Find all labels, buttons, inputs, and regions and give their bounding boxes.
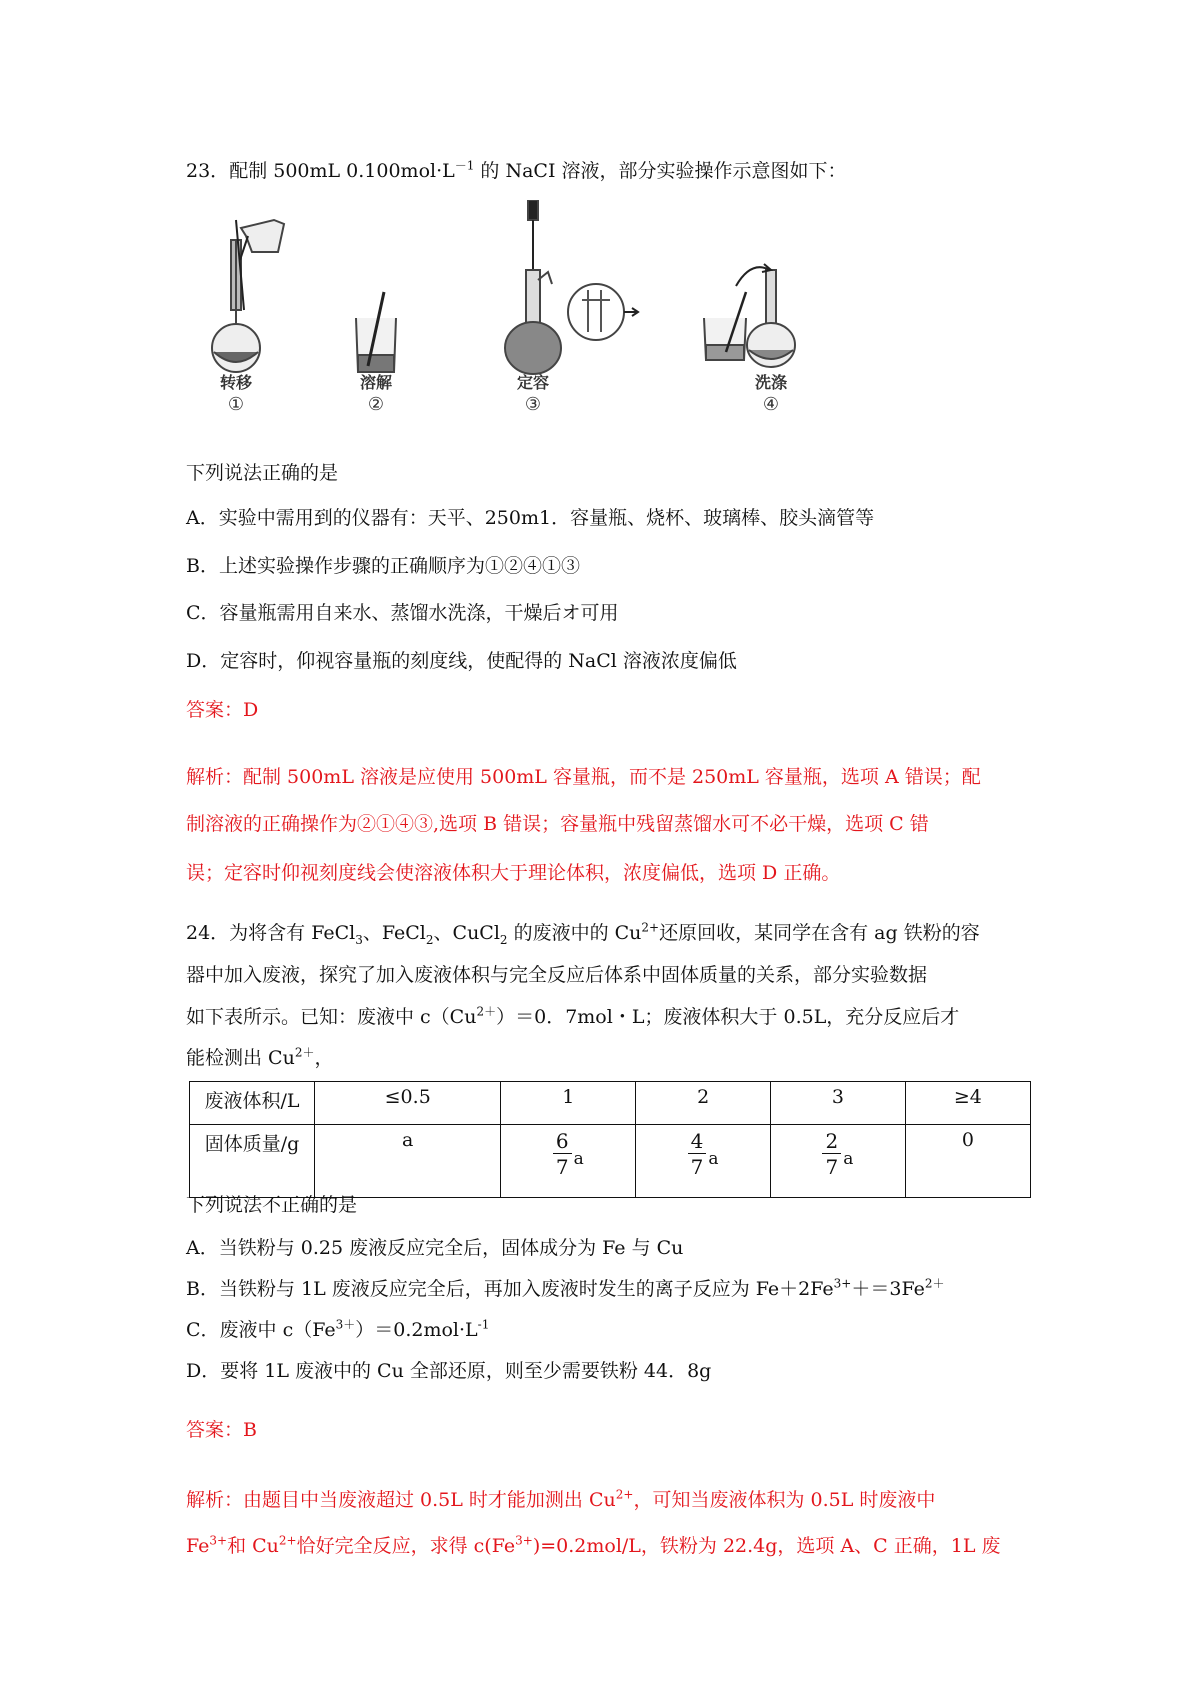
q24-option-b: B．当铁粉与 1L 废液反应完全后，再加入废液时发生的离子反应为 $Fe+2Fe^{3+}+=3Fe^{2+}$ [186, 1276, 945, 1300]
q24-option-c: C．废液中 $c(Fe^{3+})=0.2mol\cdot L^{-1}$ [186, 1317, 490, 1341]
figure-label-transfer: 转移 [219, 373, 252, 392]
fraction: $\frac{2}{7}$ [822, 1129, 841, 1180]
table-cell: 0 [905, 1125, 1030, 1198]
lab-procedure-figure [196, 200, 866, 440]
table-row [190, 1125, 1031, 1198]
figure-num-2: ② [367, 394, 385, 415]
q24-stem-line-2: 器中加入废液，探究了加入废液体积与完全反应后体系中固体质量的关系，部分实验数据 [186, 964, 928, 986]
fix-volume-flask-drawing [505, 200, 638, 374]
figure-num-3: ③ [524, 394, 542, 415]
figure-label-fix-volume: 定容 [516, 373, 549, 392]
figure-label-dissolve: 溶解 [359, 373, 392, 392]
table-cell: a [315, 1125, 501, 1198]
q24-prompt: 下列说法不正确的是 [186, 1194, 358, 1216]
q23-option-b: B．上述实验操作步骤的正确顺序为①②④①③ [186, 555, 580, 577]
table-cell: $\frac{2}{7}$ a [771, 1125, 906, 1198]
table-cell: ≥4 [905, 1082, 1030, 1125]
q24-analysis-line-1: 解析：由题目中当废液超过 0.5L 时才能加测出 $Cu^{2+}$，可知当废液体积为 0.5L 时废液中 [186, 1487, 936, 1511]
table-cell: 3 [771, 1082, 906, 1125]
figure-num-4: ④ [762, 394, 780, 415]
q24-stem-line-3: 如下表所示。已知：废液中 $c(Cu^{2+})=0$．7mol・L；废液体积大于 0.5L，充分反应后才 [186, 1004, 960, 1028]
fraction: $\frac{4}{7}$ [688, 1129, 707, 1180]
table-cell: ≤0.5 [315, 1082, 501, 1125]
q24-option-d: D．要将 1L 废液中的 Cu 全部还原，则至少需要铁粉 44．8g [186, 1360, 712, 1382]
q23-option-d: D．定容时，仰视容量瓶的刻度线，使配得的 NaCl 溶液浓度偏低 [186, 650, 737, 672]
q24-answer: 答案：B [186, 1419, 257, 1441]
q23-analysis-line-2: 制溶液的正确操作为②①④③,选项 B 错误；容量瓶中残留蒸馏水可不必干燥，选项 C 错 [186, 813, 929, 835]
waste-liquid-table [189, 1081, 1031, 1198]
q24-stem-line-1: 24．为将含有 FeCl$_3$、FeCl$_2$、CuCl$_2$ 的废液中的 $Cu^{2+}$还原回收，某同学在含有 ag 铁粉的容 [186, 920, 980, 947]
transfer-flask-drawing [212, 220, 284, 372]
table-cell: 1 [501, 1082, 636, 1125]
q24-analysis-line-2: $Fe^{3+}$和 $Cu^{2+}$恰好完全反应，求得 $c(Fe^{3+})=0.2mol/L$，铁粉为 22.4g，选项 A、C 正确，1L 废 [186, 1533, 1001, 1557]
table-row [190, 1082, 1031, 1125]
table-cell: $\frac{4}{7}$ a [636, 1125, 771, 1198]
table-cell: 2 [636, 1082, 771, 1125]
q23-analysis-line-3: 误；定容时仰视刻度线会使溶液体积大于理论体积，浓度偏低，选项 D 正确。 [186, 862, 841, 884]
q23-option-a: A．实验中需用到的仪器有：天平、250m1．容量瓶、烧杯、玻璃棒、胶头滴管等 [186, 507, 875, 529]
figure-num-1: ① [227, 394, 245, 415]
q23-number: 23． [186, 160, 230, 182]
q23-answer: 答案：D [186, 699, 259, 721]
q23-option-c: C．容量瓶需用自来水、蒸馏水洗涤，干燥后オ可用 [186, 602, 619, 624]
figure-label-wash: 洗涤 [754, 373, 787, 392]
q23-prompt: 下列说法正确的是 [186, 462, 339, 484]
dissolve-beaker-drawing [356, 292, 396, 372]
row-header-mass: 固体质量/g [190, 1125, 315, 1198]
q24-option-a: A．当铁粉与 0.25 废液反应完全后，固体成分为 Fe 与 Cu [186, 1237, 684, 1259]
fraction: $\frac{6}{7}$ [553, 1129, 572, 1180]
table-cell: $\frac{6}{7}$ a [501, 1125, 636, 1198]
q24-stem-line-4: 能检测出 $Cu^{2+}$， [186, 1045, 334, 1069]
row-header-volume: 废液体积/L [190, 1082, 315, 1125]
q23-analysis-line-1: 解析：配制 500mL 溶液是应使用 500mL 容量瓶，而不是 250mL 容量瓶，选项 A 错误；配 [186, 766, 981, 788]
q23-stem: 23．配制 500mL $0.100mol\cdot L^{-1}$ 的 NaCI 溶液，部分实验操作示意图如下： [186, 158, 847, 182]
wash-flask-drawing [704, 264, 795, 367]
